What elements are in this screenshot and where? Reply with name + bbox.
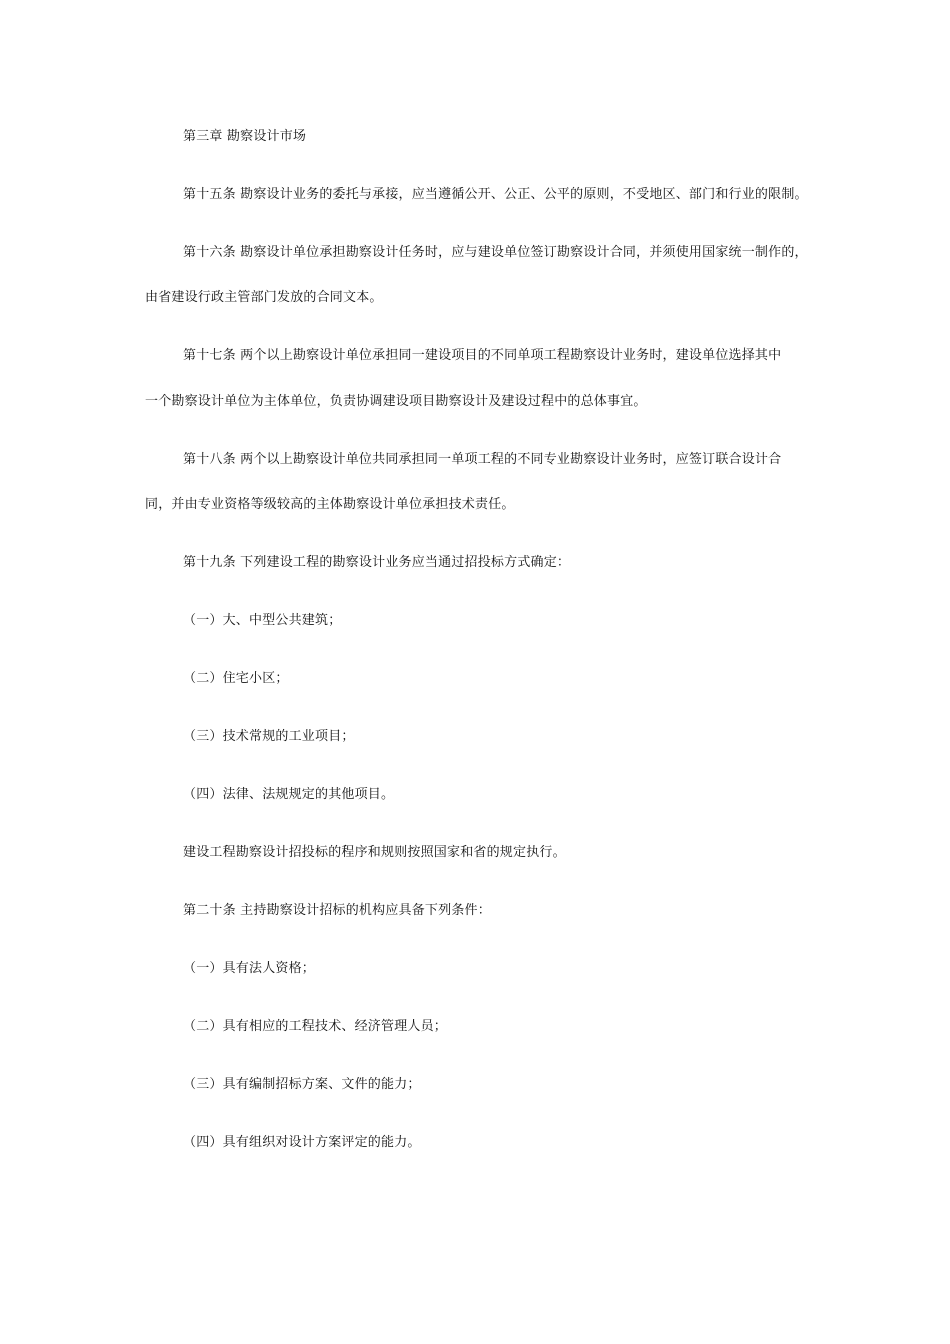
article-20-item-3: （三）具有编制招标方案、文件的能力； — [183, 1077, 421, 1092]
article-18-line-1: 第十八条 两个以上勘察设计单位共同承担同一单项工程的不同专业勘察设计业务时，应签订联合设计合 — [183, 452, 782, 467]
article-17-line-2: 一个勘察设计单位为主体单位，负责协调建设项目勘察设计及建设过程中的总体事宜。 — [145, 394, 647, 409]
article-19-note: 建设工程勘察设计招投标的程序和规则按照国家和省的规定执行。 — [183, 845, 566, 860]
article-19-item-1: （一）大、中型公共建筑； — [183, 613, 342, 628]
article-19-item-4: （四）法律、法规规定的其他项目。 — [183, 787, 395, 802]
article-19-item-3: （三）技术常规的工业项目； — [183, 729, 355, 744]
chapter-heading: 第三章 勘察设计市场 — [183, 129, 307, 144]
article-15: 第十五条 勘察设计业务的委托与承接，应当遵循公开、公正、公平的原则，不受地区、部门和行业的限制。 — [183, 187, 808, 202]
article-19-item-2: （二）住宅小区； — [183, 671, 289, 686]
article-16-line-1: 第十六条 勘察设计单位承担勘察设计任务时，应与建设单位签订勘察设计合同，并须使用国家统一制作的， — [183, 245, 808, 260]
article-20: 第二十条 主持勘察设计招标的机构应具备下列条件： — [183, 903, 491, 918]
article-20-item-1: （一）具有法人资格； — [183, 961, 316, 976]
article-18-line-2: 同，并由专业资格等级较高的主体勘察设计单位承担技术责任。 — [145, 497, 515, 512]
article-17-line-1: 第十七条 两个以上勘察设计单位承担同一建设项目的不同单项工程勘察设计业务时，建设单位选择其中 — [183, 348, 782, 363]
article-19: 第十九条 下列建设工程的勘察设计业务应当通过招投标方式确定： — [183, 555, 571, 570]
article-20-item-2: （二）具有相应的工程技术、经济管理人员； — [183, 1019, 448, 1034]
article-20-item-4: （四）具有组织对设计方案评定的能力。 — [183, 1135, 421, 1150]
article-16-line-2: 由省建设行政主管部门发放的合同文本。 — [145, 290, 383, 305]
